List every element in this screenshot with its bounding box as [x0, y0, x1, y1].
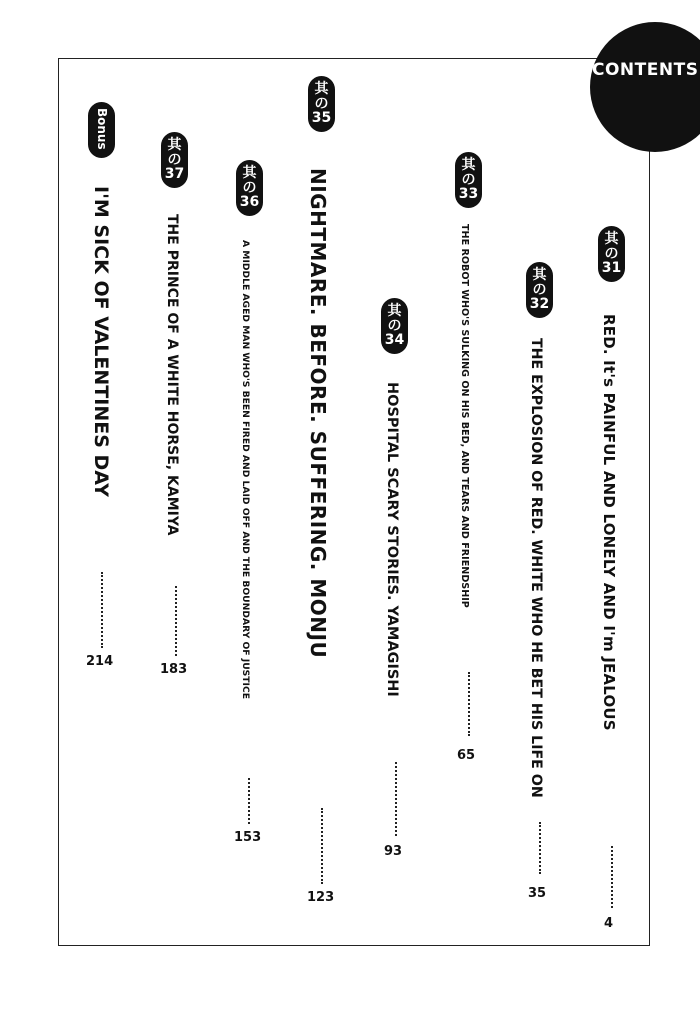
- chapter-title: NIGHTMARE. BEFORE. SUFFERING. MONJU: [306, 168, 330, 659]
- leader-dots: [611, 846, 613, 908]
- chapter-badge: 其の 32: [526, 262, 553, 318]
- page-number: 183: [160, 662, 188, 677]
- chapter-title: THE PRINCE OF A WHITE HORSE, KAMIYA: [164, 214, 180, 536]
- page-number: 214: [86, 654, 114, 669]
- leader-dots: [395, 762, 397, 836]
- leader-dots: [539, 822, 541, 874]
- page-number: 123: [307, 890, 335, 905]
- page-number: 93: [384, 844, 403, 859]
- page-number: 65: [457, 748, 476, 763]
- contents-frame: [58, 58, 650, 946]
- chapter-badge: 其の 37: [161, 132, 188, 188]
- bonus-badge: Bonus: [88, 102, 115, 158]
- chapter-title: HOSPITAL SCARY STORIES. YAMAGISHI: [384, 382, 400, 697]
- leader-dots: [468, 672, 470, 736]
- page-number: 35: [528, 886, 547, 901]
- chapter-badge: 其の 36: [236, 160, 263, 216]
- chapter-title: THE EXPLOSION OF RED. WHITE WHO HE BET HIS LIFE ON: [528, 338, 544, 798]
- chapter-title: A MIDDLE AGED MAN WHO'S BEEN FIRED AND LAID OFF AND THE BOUNDARY OF JUSTICE: [240, 240, 251, 699]
- chapter-badge: 其の 31: [598, 226, 625, 282]
- chapter-badge: 其の 33: [455, 152, 482, 208]
- leader-dots: [101, 572, 103, 648]
- chapter-badge: 其の 34: [381, 298, 408, 354]
- page-number: 153: [234, 830, 262, 845]
- page-number: 4: [604, 916, 614, 931]
- leader-dots: [248, 778, 250, 824]
- chapter-title: I'M SICK OF VALENTINES DAY: [90, 186, 112, 497]
- chapter-title: RED. It's PAINFUL AND LONELY AND I'm JEALOUS: [600, 314, 618, 731]
- chapter-badge: 其の 35: [308, 76, 335, 132]
- contents-heading: CONTENTS: [592, 60, 699, 80]
- leader-dots: [175, 586, 177, 656]
- chapter-title: THE ROBOT WHO'S SULKING ON HIS BED, AND TEARS AND FRIENDSHIP: [459, 224, 470, 608]
- leader-dots: [321, 808, 323, 884]
